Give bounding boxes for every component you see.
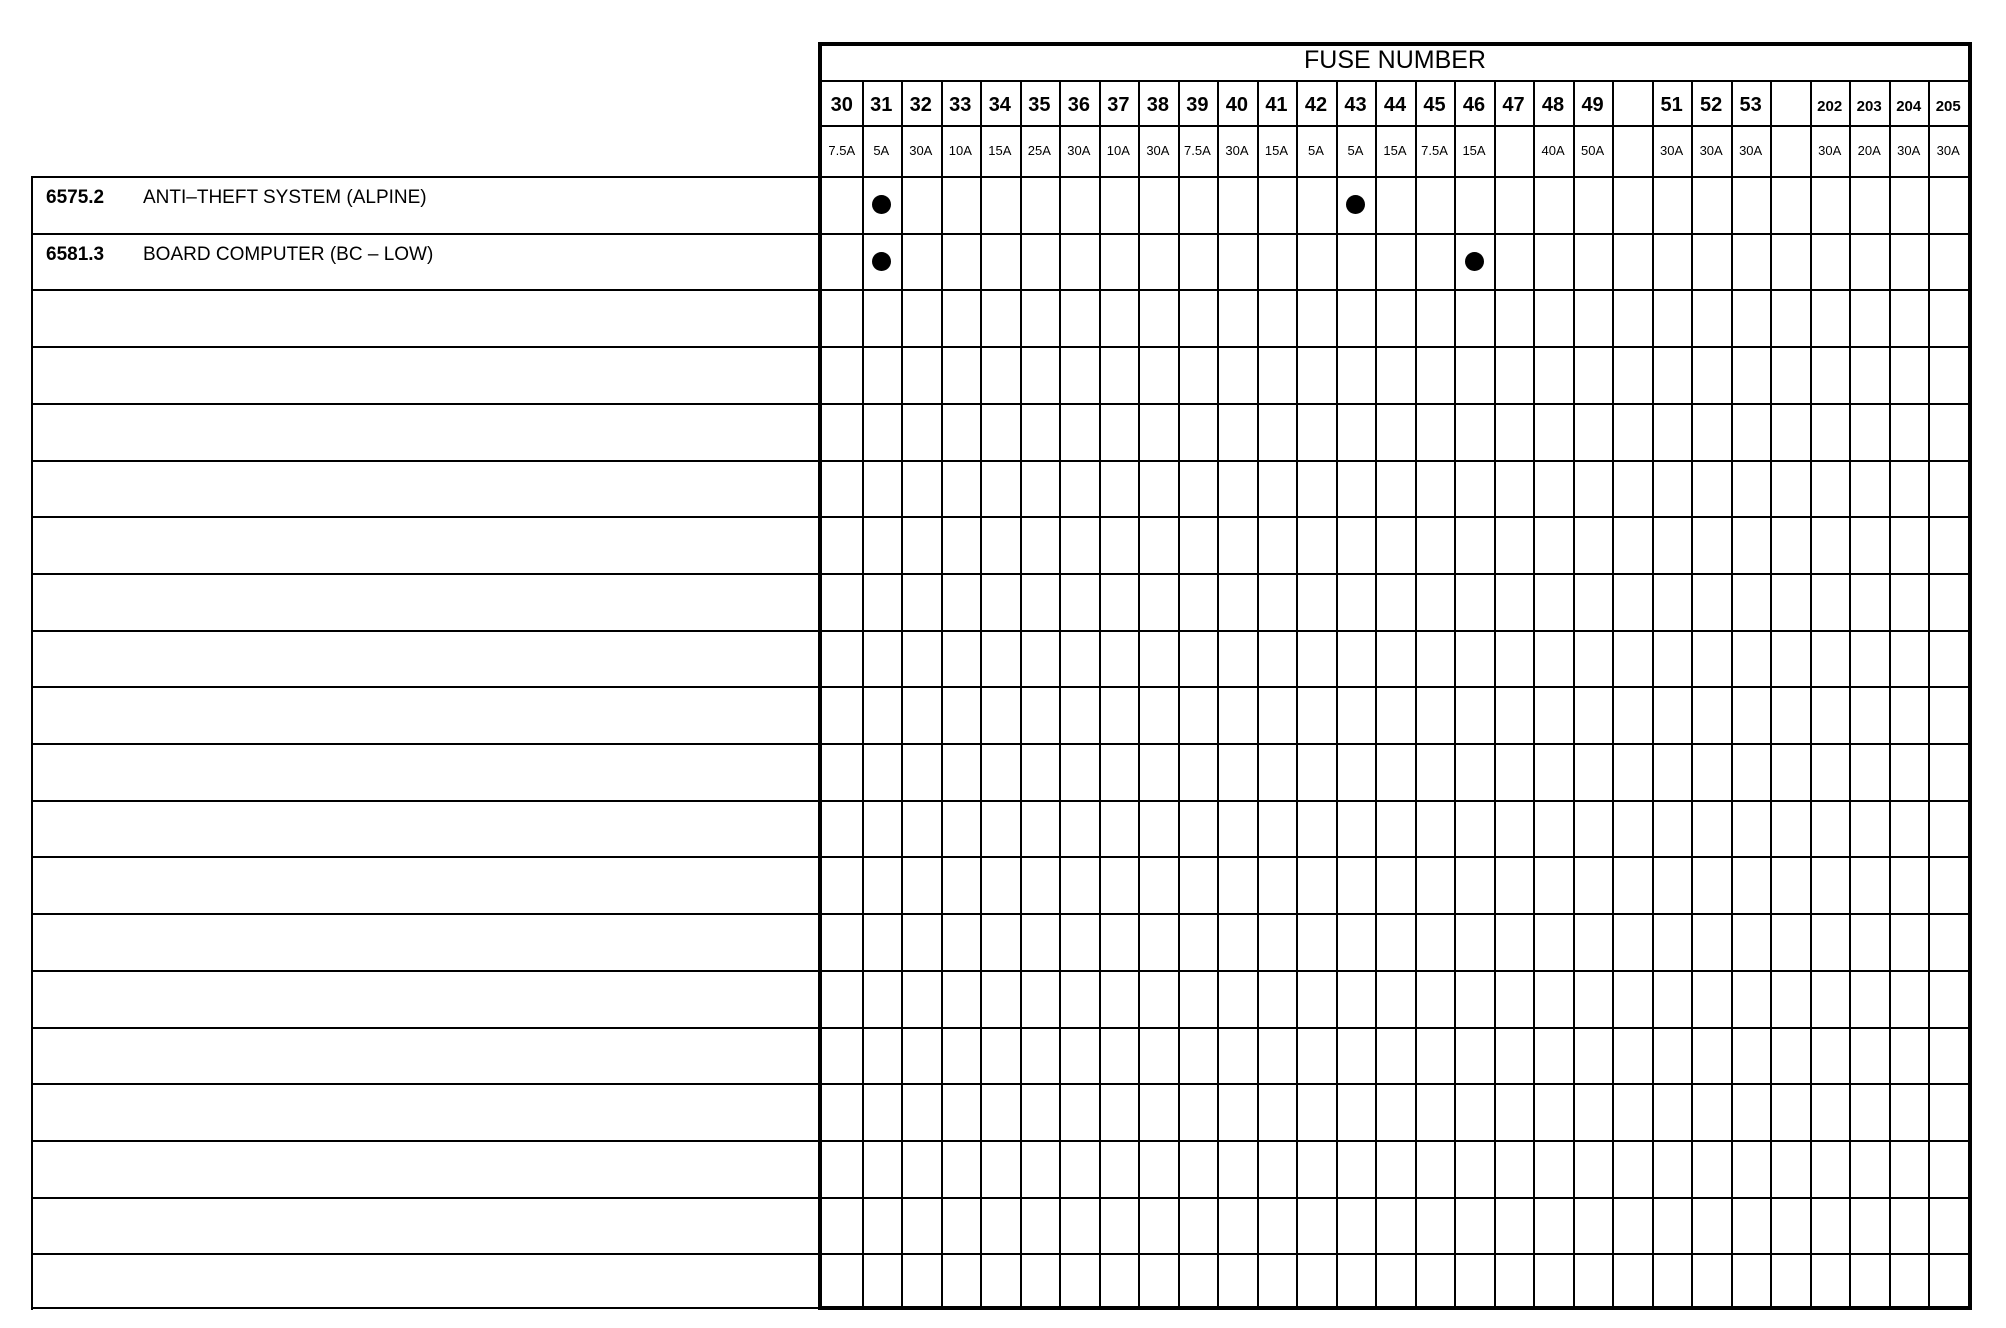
column-divider (1810, 80, 1812, 1306)
circuit-row (33, 686, 821, 742)
row-divider (818, 970, 1972, 972)
fuse-number: 36 (1067, 94, 1090, 116)
fuse-number: 205 (1935, 98, 1961, 115)
column-divider (1494, 80, 1496, 1306)
fuse-number: 45 (1423, 94, 1446, 116)
row-divider (818, 573, 1972, 575)
fuse-dot (872, 195, 891, 214)
circuit-row (33, 573, 821, 629)
fuse-rating: 30A (1818, 143, 1842, 158)
circuit-row (33, 1027, 821, 1083)
circuit-row (33, 403, 821, 459)
fuse-number: 204 (1896, 98, 1922, 115)
column-divider (1652, 80, 1654, 1306)
circuit-row (33, 1253, 821, 1309)
row-divider (818, 913, 1972, 915)
fuse-number: 31 (870, 94, 893, 116)
column-divider (1454, 80, 1456, 1306)
row-divider (818, 630, 1972, 632)
row-divider (818, 1253, 1972, 1255)
column-divider (1099, 80, 1101, 1306)
fuse-number: 30 (830, 94, 853, 116)
fuse-rating: 30A (1897, 143, 1921, 158)
circuit-row (33, 233, 821, 289)
row-divider (818, 176, 1972, 178)
fuse-rating: 5A (873, 143, 890, 158)
fuse-rating: 40A (1541, 143, 1565, 158)
fuse-dot (1346, 195, 1365, 214)
fuse-number: 40 (1225, 94, 1249, 116)
fuse-number: 37 (1107, 94, 1130, 116)
row-divider (818, 346, 1972, 348)
fuse-rating: 15A (1383, 143, 1407, 158)
column-divider (1770, 80, 1772, 1306)
row-divider (818, 1027, 1972, 1029)
column-divider (1691, 80, 1693, 1306)
fuse-rating: 30A (1225, 143, 1249, 158)
fuse-number: 51 (1660, 94, 1683, 116)
circuit-row (33, 176, 821, 232)
row-divider (818, 686, 1972, 688)
fuse-number: 39 (1186, 94, 1209, 116)
column-divider (1375, 80, 1377, 1306)
row-divider (818, 289, 1972, 291)
circuit-row (33, 856, 821, 912)
fuse-number: 48 (1541, 94, 1565, 116)
circuit-row (33, 346, 821, 402)
fuse-number: 32 (909, 94, 932, 116)
fuse-number: 42 (1304, 94, 1328, 116)
column-divider (862, 80, 864, 1306)
fuse-rating: 5A (1308, 143, 1324, 158)
column-divider (1849, 80, 1851, 1306)
row-divider (818, 403, 1972, 405)
column-divider (1217, 80, 1219, 1306)
fuse-number: 46 (1462, 94, 1486, 116)
fuse-rating: 50A (1581, 143, 1605, 158)
circuit-row (33, 460, 821, 516)
fuse-number: 41 (1265, 94, 1288, 116)
fuse-rating: 30A (1146, 143, 1170, 158)
column-divider (1178, 80, 1180, 1306)
column-divider (1336, 80, 1338, 1306)
row-divider (818, 1140, 1972, 1142)
row-divider (818, 516, 1972, 518)
fuse-number: 43 (1344, 94, 1367, 116)
column-divider (1415, 80, 1417, 1306)
fuse-rating: 7.5A (1421, 143, 1448, 158)
circuit-row (33, 970, 821, 1026)
column-divider (1020, 80, 1022, 1306)
fuse-number: 34 (988, 94, 1011, 116)
header-divider (818, 80, 1972, 82)
row-divider (818, 460, 1972, 462)
fuse-rating: 30A (909, 143, 933, 158)
row-divider (818, 856, 1972, 858)
circuit-row (33, 1083, 821, 1139)
fuse-rating: 25A (1027, 143, 1051, 158)
circuit-label-column (31, 176, 821, 1310)
fuse-rating: 7.5A (828, 143, 856, 158)
circuit-row (33, 289, 821, 345)
fuse-rating: 30A (1936, 143, 1960, 158)
fuse-number: 49 (1581, 94, 1604, 116)
circuit-row (33, 800, 821, 856)
fuse-number: 202 (1817, 98, 1843, 115)
fuse-rating: 7.5A (1184, 143, 1211, 158)
fuse-dot (872, 252, 891, 271)
column-divider (1257, 80, 1259, 1306)
fuse-rating: 30A (1699, 143, 1723, 158)
row-divider (818, 1083, 1972, 1085)
fuse-number: 203 (1856, 98, 1882, 115)
column-divider (1731, 80, 1733, 1306)
circuit-row (33, 630, 821, 686)
column-divider (980, 80, 982, 1306)
fuse-rating: 15A (1462, 143, 1486, 158)
column-divider (1059, 80, 1061, 1306)
fuse-rating: 15A (988, 143, 1012, 158)
header-divider (818, 125, 1972, 127)
column-divider (1138, 80, 1140, 1306)
circuit-row (33, 913, 821, 969)
fuse-rating: 5A (1347, 143, 1364, 158)
row-divider (818, 233, 1972, 235)
column-divider (901, 80, 903, 1306)
fuse-number: 33 (949, 94, 972, 116)
fuse-rating: 10A (948, 143, 972, 158)
fuse-number: 35 (1028, 94, 1051, 116)
row-divider (818, 743, 1972, 745)
column-divider (1533, 80, 1535, 1306)
fuse-number: 53 (1739, 94, 1762, 116)
circuit-row (33, 743, 821, 799)
circuit-row (33, 1140, 821, 1196)
fuse-number: 47 (1502, 94, 1525, 116)
column-divider (1296, 80, 1298, 1306)
row-divider (818, 800, 1972, 802)
fuse-rating: 15A (1264, 143, 1289, 158)
column-divider (941, 80, 943, 1306)
circuit-name: BOARD COMPUTER (BC – LOW) (143, 243, 434, 265)
column-divider (1928, 80, 1930, 1306)
circuit-row (33, 516, 821, 572)
fuse-dot (1465, 252, 1484, 271)
circuit-name: ANTI–THEFT SYSTEM (ALPINE) (143, 187, 427, 208)
fuse-rating: 30A (1067, 143, 1091, 158)
row-divider (818, 1197, 1972, 1199)
fuse-rating: 30A (1660, 143, 1684, 158)
circuit-row (33, 1197, 821, 1253)
column-divider (1889, 80, 1891, 1306)
column-divider (1573, 80, 1575, 1306)
fuse-number: 52 (1700, 94, 1723, 116)
circuit-code: 6581.3 (46, 243, 105, 265)
column-divider (1612, 80, 1614, 1306)
fuse-rating: 20A (1857, 143, 1881, 158)
fuse-number: 44 (1383, 94, 1407, 116)
fuse-rating: 10A (1106, 143, 1130, 158)
circuit-code: 6575.2 (46, 187, 105, 208)
fuse-number: 38 (1146, 94, 1169, 116)
fuse-number-title: FUSE NUMBER (1304, 46, 1486, 74)
fuse-rating: 30A (1739, 143, 1763, 158)
